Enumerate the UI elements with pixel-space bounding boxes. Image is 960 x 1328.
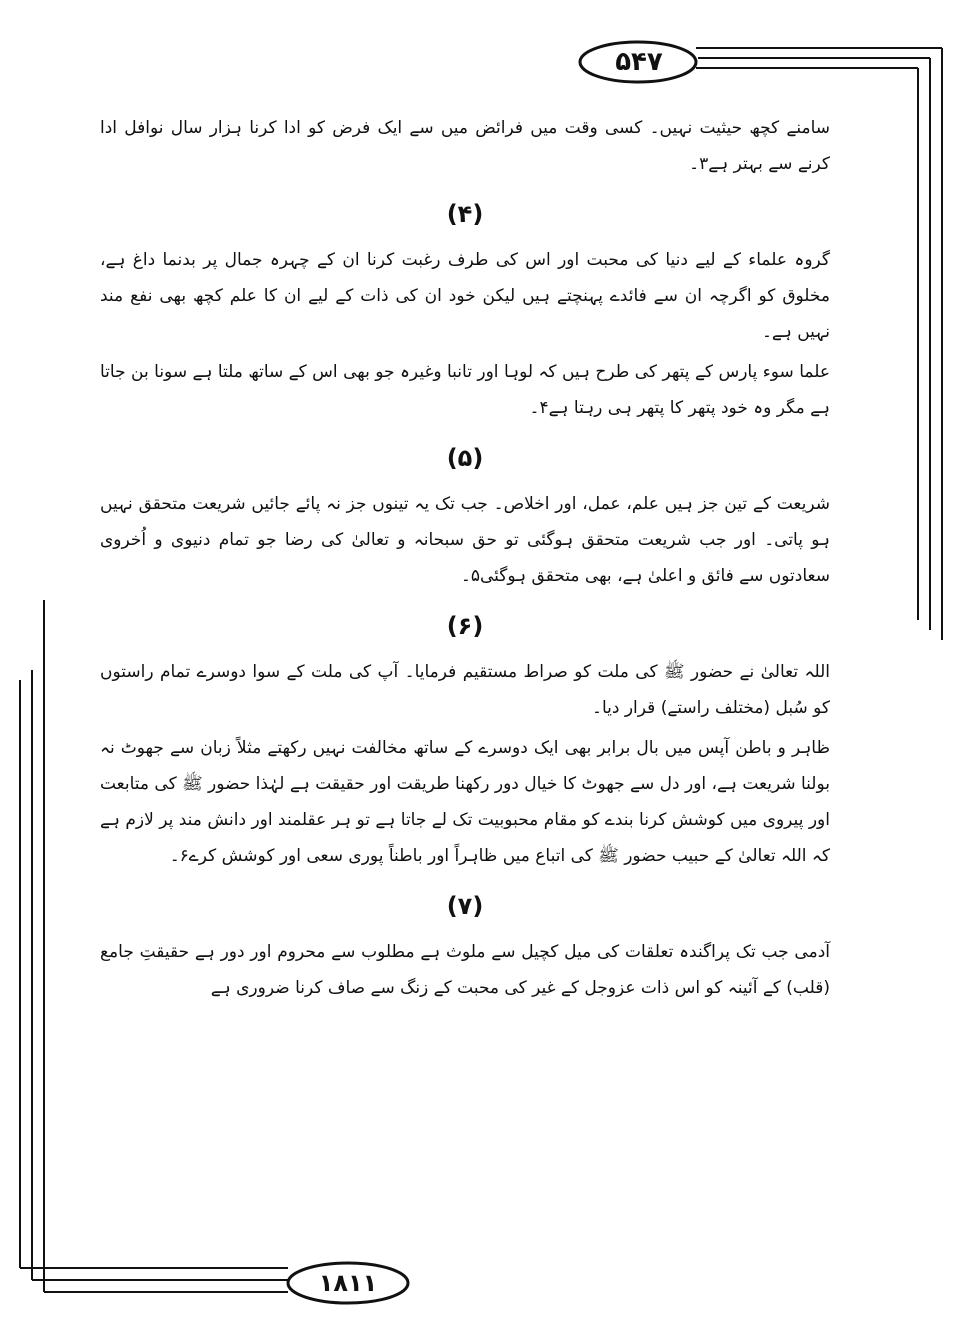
section-heading: (۴) xyxy=(446,200,484,228)
section-5 xyxy=(100,436,830,594)
paragraph: شریعت کے تین جز ہیں علم، عمل، اور اخلاص۔ جب تک یہ تینوں جز نہ پائے جائیں شریعت متحقق نہیں ہو پاتی۔ اور جب شریعت متحقق ہوگئی تو حق سبحانہ و تعالیٰ کی رضا جو تمام دنیوی و اُخروی سعادتوں سے فائق و اعلیٰ ہے، بھی متحقق ہوگئی۵۔ xyxy=(100,494,830,586)
paragraph: علما سوء پارس کے پتھر کی طرح ہیں کہ لوہا اور تانبا وغیرہ جو بھی اس کے ساتھ ملتا ہے سونا بن جاتا ہے مگر وہ خود پتھر کا پتھر ہی رہتا ہے۴۔ xyxy=(100,362,830,418)
bottom-page-number: ۱۸۱۱ xyxy=(318,1269,378,1297)
paragraph: ظاہر و باطن آپس میں بال برابر بھی ایک دوسرے کے ساتھ مخالفت نہیں رکھتے مثلاً زبان سے جھوٹ نہ بولنا شریعت ہے، اور دل سے جھوٹ کا خیال دور رکھنا طریقت اور حقیقت ہے لہٰذا حضور ﷺ کی متابعت اور پیروی میں کوشش کرنا بندے کو مقام محبوبیت تک لے جاتا ہے تو ہر عقلمند اور دانش مند پر لازم ہے کہ اللہ تعالیٰ کے حبیب حضور ﷺ کی اتباع میں ظاہراً اور باطناً پوری سعی اور کوشش کرے۶۔ xyxy=(99,738,830,866)
section-4 xyxy=(100,192,830,426)
paragraph: آدمی جب تک پراگندہ تعلقات کی میل کچیل سے ملوث ہے مطلوب سے محروم اور دور ہے حقیقتِ جامع (قلب) کے آئینہ کو اس ذات عزوجل کے غیر کی محبت کے زنگ سے صاف کرنا ضروری ہے xyxy=(100,942,830,998)
section-heading: (۷) xyxy=(446,892,484,920)
page-body xyxy=(100,110,830,1010)
paragraph: اللہ تعالیٰ نے حضور ﷺ کی ملت کو صراط مستقیم فرمایا۔ آپ کی ملت کے سوا دوسرے تمام راستوں کو سُبل (مختلف راستے) قرار دیا۔ xyxy=(100,662,830,718)
top-page-number: ۵۴۷ xyxy=(615,47,663,77)
paragraph: گروہ علماء کے لیے دنیا کی محبت اور اس کی طرف رغبت کرنا ان کے چہرہ جمال پر بدنما داغ ہے، مخلوق کو اگرچہ ان سے فائدے پہنچتے ہیں لیکن خود ان کی ذات کے لیے ان کا علم کچھ بھی نفع مند نہیں ہے۔ xyxy=(100,250,830,342)
section-heading: (۶) xyxy=(446,612,484,640)
section-7 xyxy=(100,884,830,1006)
section-6 xyxy=(100,604,830,874)
paragraph: سامنے کچھ حیثیت نہیں۔ کسی وقت میں فرائض میں سے ایک فرض کو ادا کرنا ہزار سال نوافل ادا کرنے سے بہتر ہے۳۔ xyxy=(100,118,830,174)
section-heading: (۵) xyxy=(446,444,484,472)
section-continuation xyxy=(100,110,830,182)
